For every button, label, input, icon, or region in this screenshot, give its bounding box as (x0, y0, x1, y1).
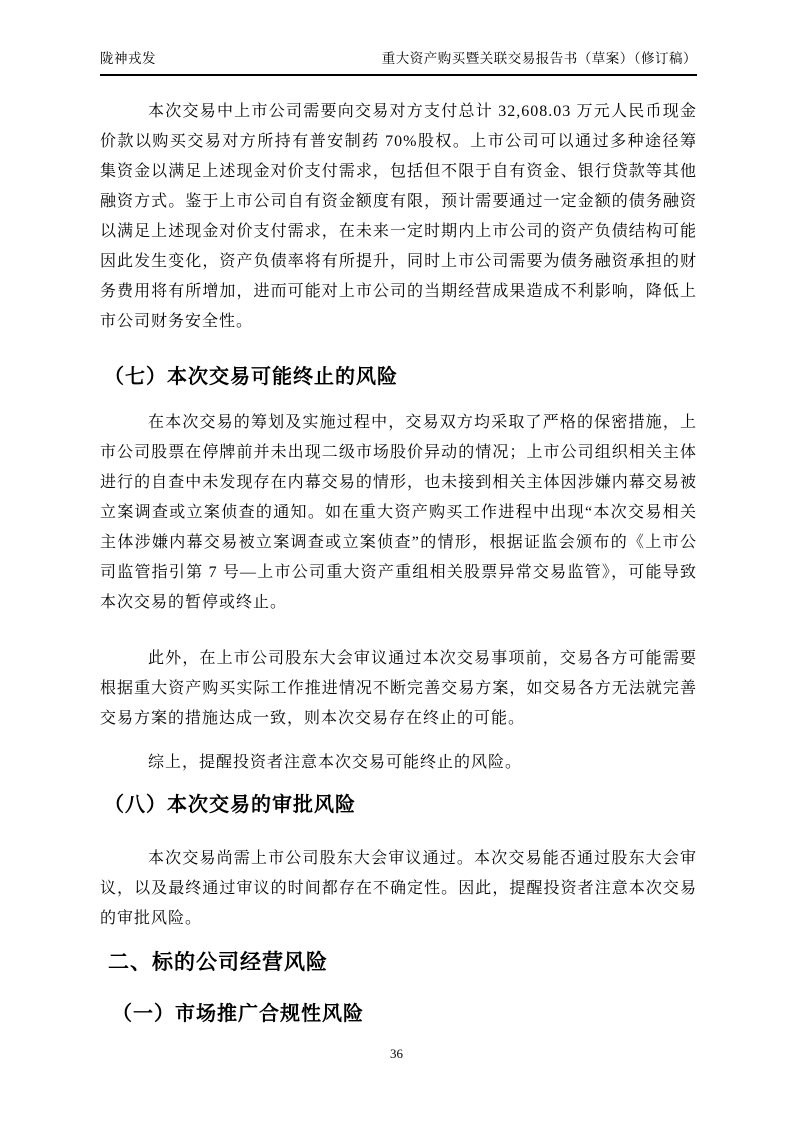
section-heading-termination-risk: （七）本次交易可能终止的风险 (104, 366, 398, 388)
page-number: 36 (390, 1046, 403, 1061)
document-content (100, 97, 697, 1028)
paragraph-approval-risk: 本次交易尚需上市公司股东大会审议通过。本次交易能否通过股东大会审议，以及最终通过审议的时间都存在不确定性。因此，提醒投资者注意本次交易的审批风险。 (100, 850, 697, 927)
page-header (100, 0, 697, 76)
paragraph-scheme-improvement: 此外，在上市公司股东大会审议通过本次交易事项前，交易各方可能需要根据重大资产购买实际工作推进情况不断完善交易方案，如交易各方无法就完善交易方案的措施达成一致，则本次交易存在终止的可能。 (100, 650, 697, 727)
page-footer (0, 1046, 793, 1062)
section-heading-operating-risk: 二、标的公司经营风险 (108, 951, 328, 974)
section-heading-approval-risk: （八）本次交易的审批风险 (104, 794, 356, 816)
header-report-title: 重大资产购买暨关联交易报告书（草案）（修订稿） (381, 51, 697, 66)
paragraph-termination-summary: 综上，提醒投资者注意本次交易可能终止的风险。 (148, 754, 523, 771)
paragraph-confidentiality: 在本次交易的筹划及实施过程中，交易双方均采取了严格的保密措施，上市公司股票在停牌前并未出现二级市场股价异动的情况；上市公司组织相关主体进行的自查中未发现存在内幕交易的情形，也未接到相关主体因涉嫌内幕交易被立案调查或立案侦查的通知。如在重大资产购买工作进程中出现“本次交易相关主体涉嫌内幕交易被立案调查或立案侦查”的情形，根据证监会颁布的《上市公司监管指引第 7 号—上市公司重大资产重组相关股票异常交易监管》，可能导致本次交易的暂停或终止。 (100, 414, 697, 611)
section-heading-marketing-compliance-risk: （一）市场推广合规性风险 (112, 1003, 364, 1025)
header-company-name: 陇神戎发 (100, 51, 156, 66)
paragraph-financing-risk: 本次交易中上市公司需要向交易对方支付总计 32,608.03 万元人民币现金价款以购买交易对方所持有普安制药 70%股权。上市公司可以通过多种途径筹集资金以满足上述现金对价支付需求，包括但不限于自有资金、银行贷款等其他融资方式。鉴于上市公司自有资金额度有限，预计需要通过一定金额的债务融资以满足上述现金对价支付需求，在未来一定时期内上市公司的资产负债结构可能因此发生变化，资产负债率将有所提升，同时上市公司需要为债务融资承担的财务费用将有所增加，进而可能对上市公司的当期经营成果造成不利影响，降低上市公司财务安全性。 (100, 103, 697, 330)
